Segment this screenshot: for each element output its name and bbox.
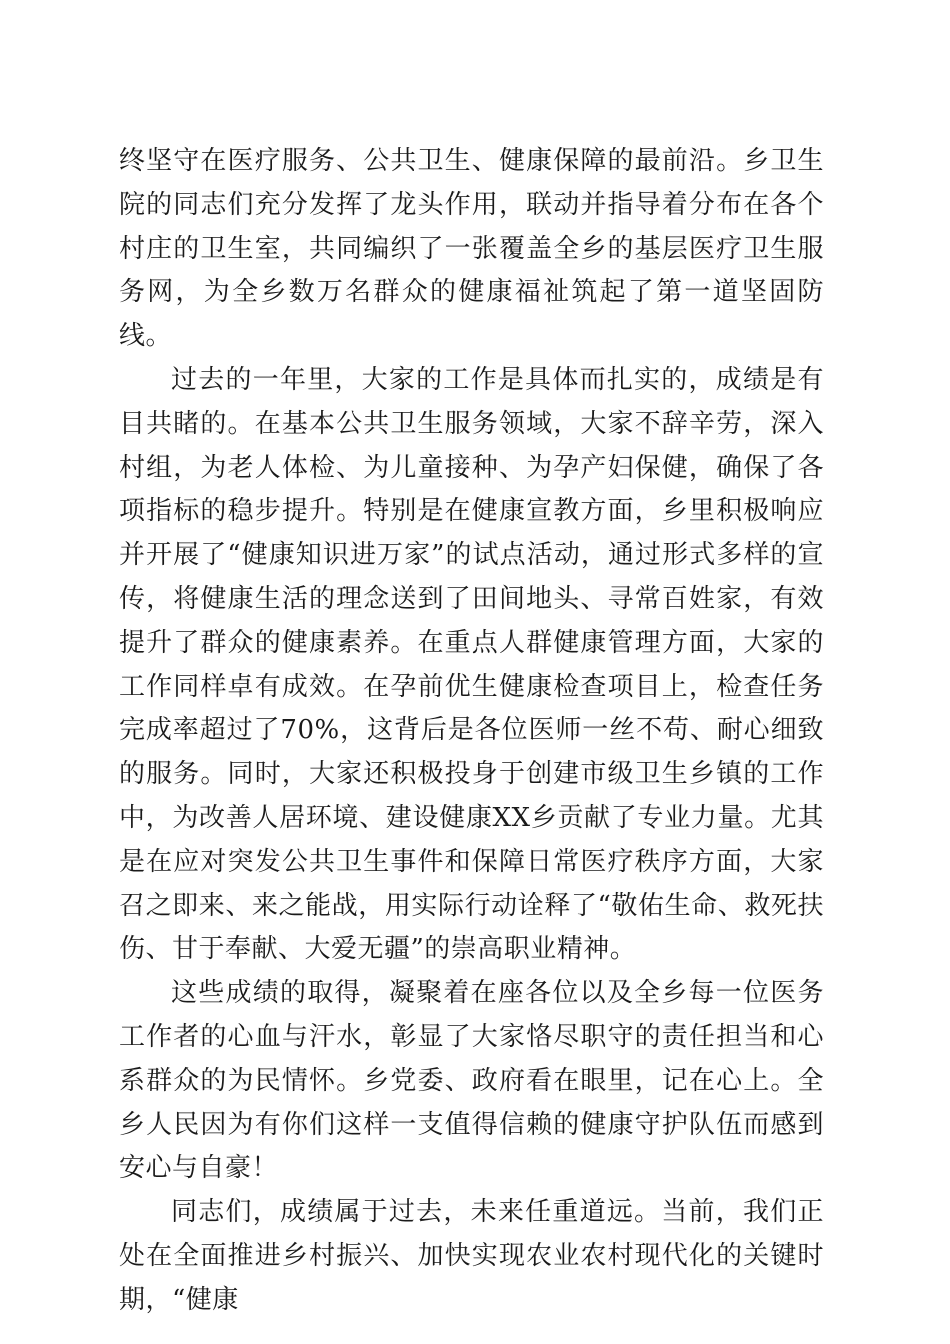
paragraph-continued: 终坚守在医疗服务、公共卫生、健康保障的最前沿。乡卫生院的同志们充分发挥了龙头作用，联动并指导着分布在各个村庄的卫生室，共同编织了一张覆盖全乡的基层医疗卫生服务网，为全乡数万名群众的健康福祉筑起了第一道坚固防线。 bbox=[119, 146, 824, 352]
paragraph-achievements: 过去的一年里，大家的工作是具体而扎实的，成绩是有目共睹的。在基本公共卫生服务领域，大家不辞辛劳，深入村组，为老人体检、为儿童接种、为孕产妇保健，确保了各项指标的稳步提升。特别是在健康宣教方面，乡里积极响应并开展了“健康知识进万家”的试点活动，通过形式多样的宣传，将健康生活的理念送到了田间地头、寻常百姓家，有效提升了群众的健康素养。在重点人群健康管理方面，大家的工作同样卓有成效。在孕前优生健康检查项目上，检查任务完成率超过了70%，这背后是各位医师一丝不苟、耐心细致的服务。同时，大家还积极投身于创建市级卫生乡镇的工作中，为改善人居环境、建设健康XX乡贡献了专业力量。尤其是在应对突发公共卫生事件和保障日常医疗秩序方面，大家召之即来、来之能战，用实际行动诠释了“敬佑生命、救死扶伤、甘于奉献、大爱无疆”的崇高职业精神。 bbox=[119, 364, 824, 965]
paragraph-recognition: 这些成绩的取得，凝聚着在座各位以及全乡每一位医务工作者的心血与汗水，彰显了大家恪尽职守的责任担当和心系群众的为民情怀。乡党委、政府看在眼里，记在心上。全乡人民因为有你们这样一支值得信赖的健康守护队伍而感到安心与自豪！ bbox=[119, 978, 824, 1184]
paragraph-future: 同志们，成绩属于过去，未来任重道远。当前，我们正处在全面推进乡村振兴、加快实现农业农村现代化的关键时期，“健康 bbox=[119, 1197, 824, 1315]
document-body bbox=[119, 140, 824, 1323]
